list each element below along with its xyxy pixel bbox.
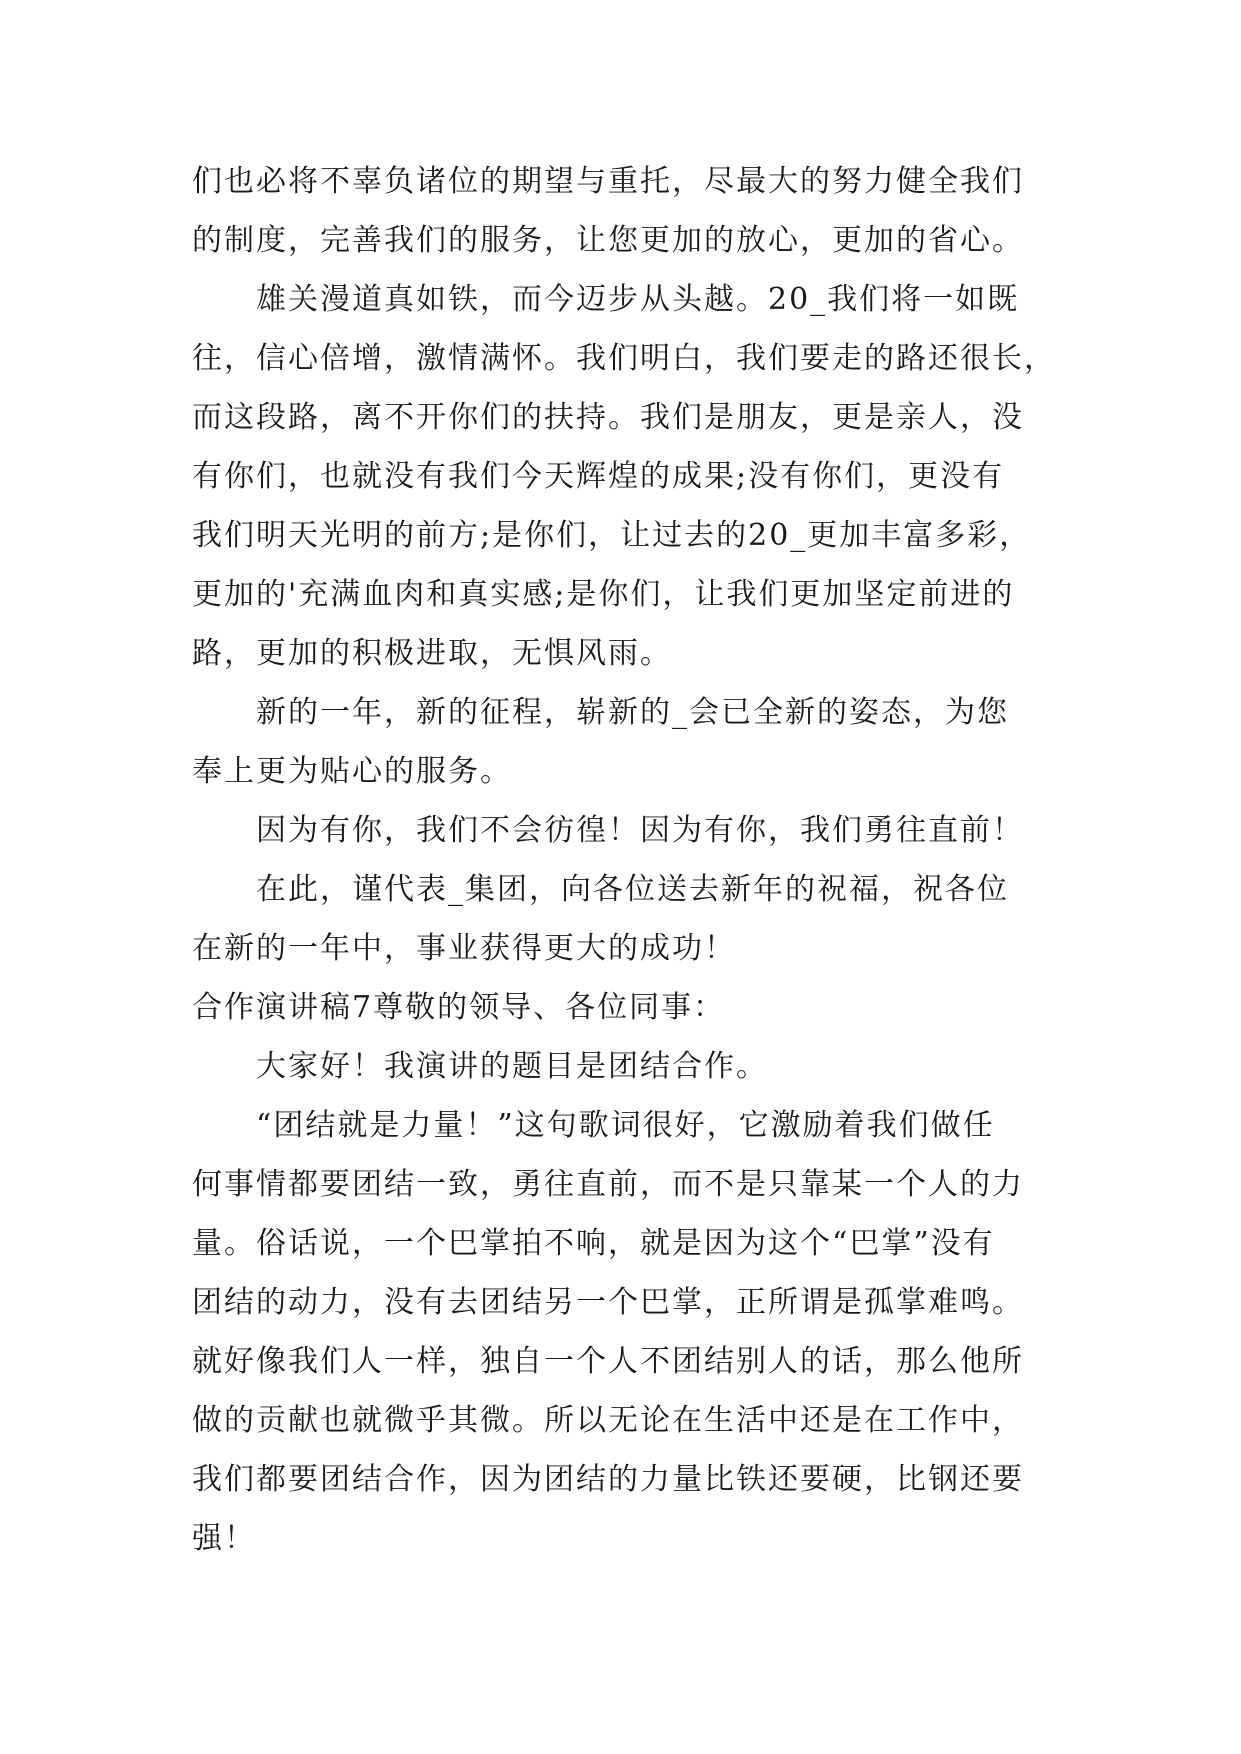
text-line: 就好像我们人一样，独自一个人不团结别人的话，那么他所 xyxy=(192,1344,1024,1379)
text-line: 路，更加的积极进取，无惧风雨。 xyxy=(192,636,672,671)
section-heading: 合作演讲稿7尊敬的领导、各位同事： xyxy=(192,990,726,1025)
text-line: 团结的动力，没有去团结另一个巴掌，正所谓是孤掌难鸣。 xyxy=(192,1285,1024,1320)
text-line: 的制度，完善我们的服务，让您更加的放心，更加的省心。 xyxy=(192,223,1024,258)
text-line: 在此，谨代表_集团，向各位送去新年的祝福，祝各位 xyxy=(256,872,1009,907)
text-line: 因为有你，我们不会彷徨！因为有你，我们勇往直前！ xyxy=(256,813,1024,848)
text-line: 雄关漫道真如铁，而今迈步从头越。20_我们将一如既 xyxy=(256,282,1020,317)
text-line: 新的一年，新的征程，崭新的_会已全新的姿态，为您 xyxy=(256,695,1009,730)
text-line: 大家好！我演讲的题目是团结合作。 xyxy=(256,1049,768,1084)
text-line: 强！ xyxy=(192,1521,256,1556)
text-line: 我们明天光明的前方;是你们，让过去的20_更加丰富多彩， xyxy=(192,518,1032,553)
text-line: 在新的一年中，事业获得更大的成功！ xyxy=(192,931,736,966)
text-line: 往，信心倍增，激情满怀。我们明白，我们要走的路还很长， xyxy=(192,341,1056,376)
text-line: “团结就是力量！”这句歌词很好，它激励着我们做任 xyxy=(256,1108,995,1143)
text-line: 我们都要团结合作，因为团结的力量比铁还要硬，比钢还要 xyxy=(192,1462,1024,1497)
text-line: 量。俗话说，一个巴掌拍不响，就是因为这个“巴掌”没有 xyxy=(192,1226,995,1261)
text-line: 奉上更为贴心的服务。 xyxy=(192,754,512,789)
text-line: 何事情都要团结一致，勇往直前，而不是只靠某一个人的力 xyxy=(192,1167,1024,1202)
text-line: 而这段路，离不开你们的扶持。我们是朋友，更是亲人，没 xyxy=(192,400,1024,435)
text-line: 有你们，也就没有我们今天辉煌的成果;没有你们，更没有 xyxy=(192,459,1005,494)
text-line: 更加的'充满血肉和真实感;是你们，让我们更加坚定前进的 xyxy=(192,577,1015,612)
document-body xyxy=(192,152,1056,1568)
text-line: 做的贡献也就微乎其微。所以无论在生活中还是在工作中， xyxy=(192,1403,1024,1438)
text-line: 们也必将不辜负诸位的期望与重托，尽最大的努力健全我们 xyxy=(192,164,1024,199)
